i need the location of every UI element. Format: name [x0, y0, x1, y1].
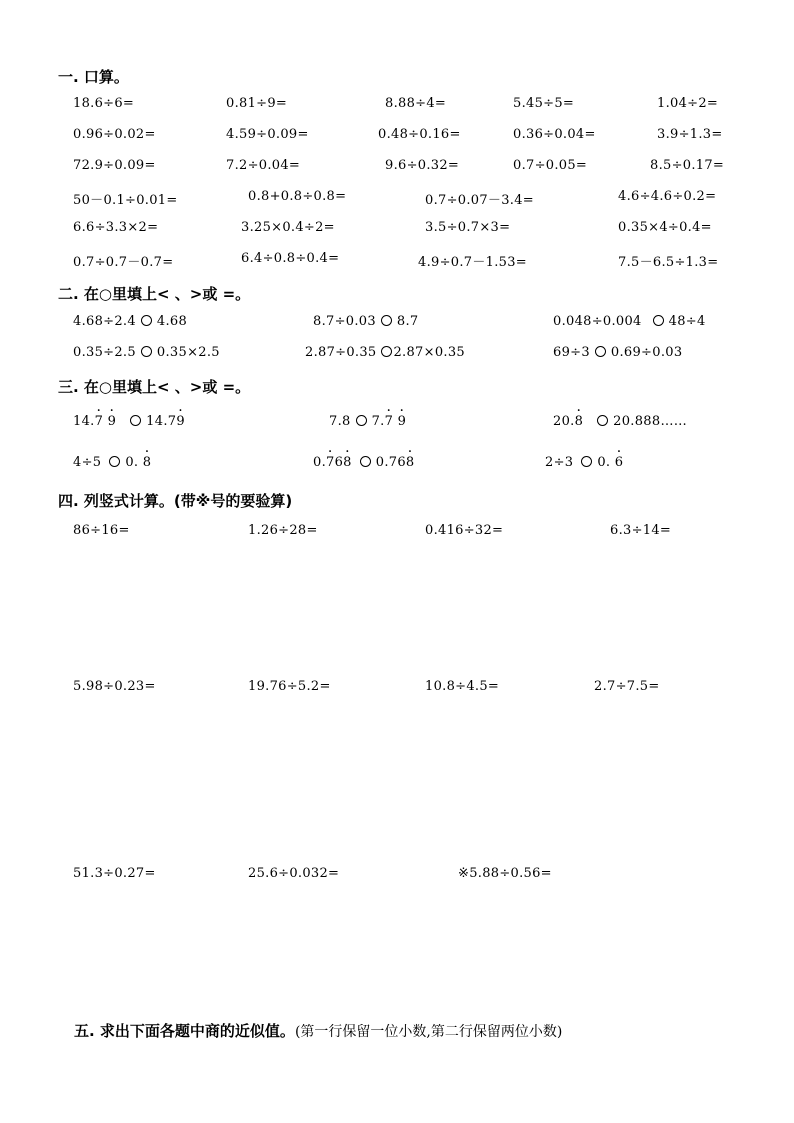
oral-item: 5.45÷5= [513, 96, 575, 111]
compare-item [553, 345, 682, 360]
compare-left: 0.048÷0.004 [553, 314, 642, 329]
compare-right: 0.69÷0.03 [610, 345, 683, 360]
answer-circle[interactable] [141, 346, 152, 357]
repeating-digit: · 7 [326, 455, 335, 470]
compare-right: 48÷4 [668, 314, 706, 329]
repeating-digit: · 9 [176, 414, 185, 429]
number-part: 7. [371, 414, 385, 429]
section-4-title: 四. 列竖式计算。(带※号的要验算) [58, 492, 293, 510]
number-part: 0. [313, 455, 327, 470]
vertical-item: 25.6÷0.032= [248, 866, 340, 881]
repeating-decimal-compare [553, 414, 687, 429]
oral-item: 0.7÷0.07－3.4= [425, 193, 534, 208]
number-part: 0. [597, 455, 611, 470]
number-part: 14.7 [146, 414, 177, 429]
compare-item [313, 314, 419, 329]
compare-left: 8.7÷0.03 [313, 314, 376, 329]
oral-item: 0.35×4÷0.4= [618, 220, 712, 235]
repeating-decimal-compare [73, 414, 185, 429]
compare-left: 4.68÷2.4 [73, 314, 136, 329]
oral-item: 6.6÷3.3×2= [73, 220, 159, 235]
compare-item [553, 314, 706, 329]
compare-left: 0.35÷2.5 [73, 345, 136, 360]
oral-item: 3.5÷0.7×3= [425, 220, 511, 235]
number-part: 4÷5 [73, 455, 102, 470]
repeating-digit: · 8 [343, 455, 352, 470]
compare-right: 8.7 [396, 314, 419, 329]
vertical-item: 1.26÷28= [248, 523, 318, 538]
number-part: 0. [125, 455, 139, 470]
vertical-item: ※5.88÷0.56= [458, 866, 552, 881]
oral-item: 4.9÷0.7－1.53= [418, 255, 527, 270]
repeating-decimal-compare [545, 455, 623, 470]
oral-item: 7.2÷0.04= [226, 158, 301, 173]
oral-item: 8.5÷0.17= [650, 158, 725, 173]
number-part: 6 [334, 455, 344, 470]
repeating-digit: · 8 [406, 455, 415, 470]
compare-item [73, 314, 187, 329]
vertical-item: 86÷16= [73, 523, 130, 538]
repeating-digit: · 7 [95, 414, 104, 429]
repeating-digit: · 9 [398, 414, 407, 429]
vertical-item: 10.8÷4.5= [425, 679, 500, 694]
repeating-digit: · 7 [385, 414, 394, 429]
section-3-title: 三. 在○里填上< 、>或 =。 [58, 378, 251, 396]
oral-item: 3.25×0.4÷2= [241, 220, 335, 235]
repeating-digit: · 6 [615, 455, 624, 470]
answer-circle[interactable] [381, 315, 392, 326]
number-part: 20. [553, 414, 575, 429]
repeating-digit: · 8 [143, 455, 152, 470]
repeating-decimal-compare [329, 414, 406, 429]
answer-circle[interactable] [356, 415, 367, 426]
answer-circle[interactable] [141, 315, 152, 326]
number-part: 20.888…… [613, 414, 688, 429]
oral-item: 0.81÷9= [226, 96, 288, 111]
number-part: 2÷3 [545, 455, 574, 470]
answer-circle[interactable] [130, 415, 141, 426]
oral-item: 9.6÷0.32= [385, 158, 460, 173]
vertical-item: 0.416÷32= [425, 523, 504, 538]
section-2-title: 二. 在○里填上< 、>或 =。 [58, 285, 251, 303]
oral-item: 3.9÷1.3= [657, 127, 723, 142]
compare-right: 0.35×2.5 [156, 345, 220, 360]
oral-item: 1.04÷2= [657, 96, 719, 111]
oral-item: 4.59÷0.09= [226, 127, 309, 142]
answer-circle[interactable] [360, 456, 371, 467]
oral-item: 7.5－6.5÷1.3= [618, 255, 719, 270]
repeating-digit: · 9 [108, 414, 117, 429]
oral-item: 0.8+0.8÷0.8= [248, 189, 347, 204]
answer-circle[interactable] [381, 346, 392, 357]
oral-item: 0.48÷0.16= [378, 127, 461, 142]
vertical-item: 19.76÷5.2= [248, 679, 331, 694]
section-5-heading: 五. 求出下面各题中商的近似值。 [74, 1022, 295, 1040]
vertical-item: 5.98÷0.23= [73, 679, 156, 694]
oral-item: 0.36÷0.04= [513, 127, 596, 142]
answer-circle[interactable] [597, 415, 608, 426]
answer-circle[interactable] [581, 456, 592, 467]
section-5-note: (第一行保留一位小数,第二行保留两位小数) [294, 1024, 563, 1040]
vertical-item: 6.3÷14= [610, 523, 672, 538]
repeating-decimal-compare [73, 455, 151, 470]
section-1-title: 一. 口算。 [58, 68, 129, 86]
section-5-title [74, 1020, 562, 1041]
answer-circle[interactable] [595, 346, 606, 357]
compare-item [305, 345, 465, 360]
repeating-decimal-compare [313, 455, 414, 470]
compare-right: 2.87×0.35 [393, 345, 465, 360]
compare-left: 2.87÷0.35 [305, 345, 377, 360]
oral-item: 0.7÷0.7－0.7= [73, 255, 174, 270]
oral-item: 50－0.1÷0.01= [73, 193, 178, 208]
number-part: 0.76 [375, 455, 406, 470]
number-part: 7.8 [329, 414, 351, 429]
vertical-item: 2.7÷7.5= [594, 679, 660, 694]
oral-item: 6.4÷0.8÷0.4= [241, 251, 340, 266]
vertical-item: 51.3÷0.27= [73, 866, 156, 881]
oral-item: 4.6÷4.6÷0.2= [618, 189, 717, 204]
oral-item: 0.96÷0.02= [73, 127, 156, 142]
oral-item: 72.9÷0.09= [73, 158, 156, 173]
oral-item: 0.7÷0.05= [513, 158, 588, 173]
answer-circle[interactable] [109, 456, 120, 467]
compare-right: 4.68 [156, 314, 188, 329]
oral-item: 8.88÷4= [385, 96, 447, 111]
compare-item [73, 345, 220, 360]
repeating-digit: · 8 [575, 414, 584, 429]
answer-circle[interactable] [653, 315, 664, 326]
compare-left: 69÷3 [553, 345, 590, 360]
number-part: 14. [73, 414, 95, 429]
oral-item: 18.6÷6= [73, 96, 135, 111]
